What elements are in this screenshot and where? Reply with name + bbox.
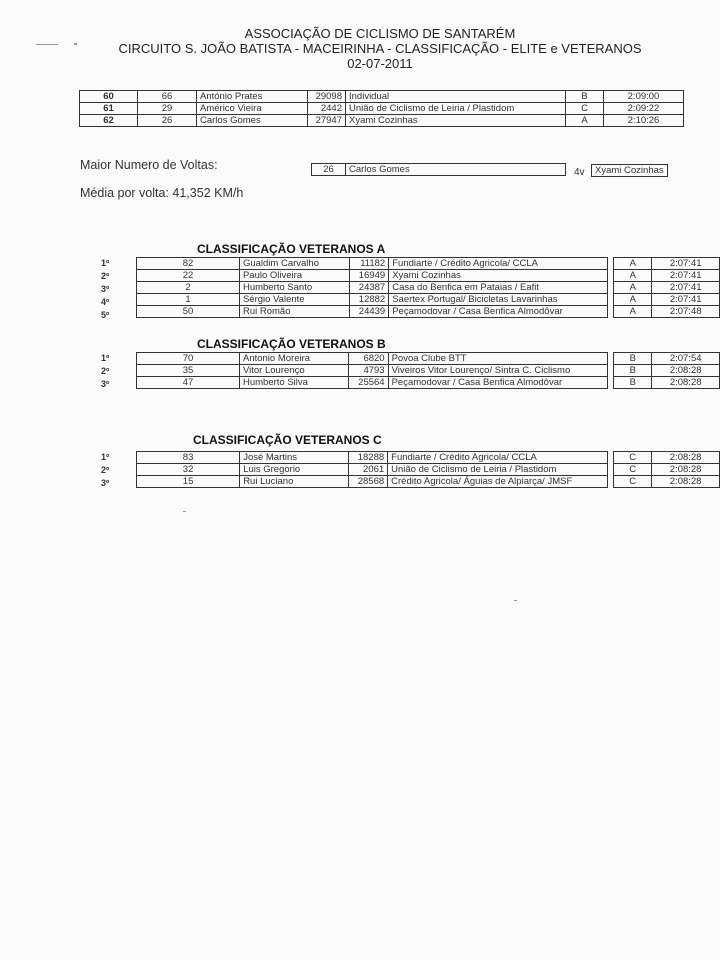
table-row [137,294,720,306]
scan-speck [36,44,58,45]
table-row [137,353,720,365]
dorsal-cell: 22 [137,270,240,282]
license-cell: 24439 [349,306,388,318]
category-cell: C [614,452,652,464]
team-cell: Xyami Cozinhas [389,270,608,282]
position-label: 1º [101,353,110,363]
scan-speck [183,511,186,512]
dorsal-cell: 2 [137,282,240,294]
category-cell: A [614,258,652,270]
max-laps-laps: 4v [574,167,585,178]
team-cell: Fundiarte / Crédito Agricola/ CCLA [389,258,608,270]
vet-b-title: CLASSIFICAÇÃO VETERANOS B [197,337,386,351]
position-label: 4º [101,297,110,307]
position-cell: 61 [80,103,138,115]
license-cell: 25564 [349,377,389,389]
time-cell: 2:10:26 [604,115,684,127]
dorsal-cell: 66 [138,91,197,103]
table-row [80,91,684,103]
vet-c-title: CLASSIFICAÇÃO VETERANOS C [193,433,382,447]
category-cell: B [614,377,652,389]
team-cell: Peçamodovar / Casa Benfica Almodôvar [388,377,607,389]
time-cell: 2:07:54 [652,353,720,365]
name-cell: Américo Vieira [197,103,308,115]
scan-speck [514,600,517,601]
average-speed: Média por volta: 41,352 KM/h [80,186,244,200]
vet-b-table [136,352,720,389]
position-label: 3º [101,379,110,389]
time-cell: 2:08:28 [652,464,720,476]
time-cell: 2:07:48 [652,306,720,318]
scan-speck [74,43,77,45]
team-cell: Individual [346,91,566,103]
position-label: 3º [101,478,110,488]
doc-subtitle: CIRCUITO S. JOÃO BATISTA - MACEIRINHA - CLASSIFICAÇÃO - ELITE e VETERANOS [118,41,642,56]
name-cell: Humberto Silva [239,377,348,389]
position-label: 5º [101,310,110,320]
license-cell: 29098 [308,91,346,103]
license-cell: 6820 [349,353,389,365]
name-cell: Luis Gregorio [240,464,348,476]
category-cell: B [614,365,652,377]
position-label: 2º [101,271,110,281]
vet-a-table [136,257,720,318]
team-cell: Povoa Clube BTT [388,353,607,365]
category-cell: A [614,282,652,294]
time-cell: 2:08:28 [652,476,720,488]
time-cell: 2:08:28 [652,377,720,389]
name-cell: Antonio Moreira [239,353,348,365]
team-cell: Fundiarte / Crédito Agricola/ CCLA [388,452,608,464]
table-row [137,377,720,389]
table-row [137,464,720,476]
table-row [312,164,566,176]
team-cell: Xyami Cozinhas [346,115,566,127]
max-laps-team-table [591,164,668,177]
vet-c-table [136,451,720,488]
category-cell: A [566,115,604,127]
name-cell: Vitor Lourenço [239,365,348,377]
license-cell: 28568 [348,476,388,488]
table-row [80,103,684,115]
dorsal-cell: 29 [138,103,197,115]
position-label: 2º [101,366,110,376]
dorsal-cell: 50 [137,306,240,318]
time-cell: 2:07:41 [652,270,720,282]
time-cell: 2:08:28 [652,452,720,464]
max-laps-label: Maior Numero de Voltas: [80,158,218,172]
table-row [137,258,720,270]
category-cell: B [566,91,604,103]
position-label: 3º [101,284,110,294]
table-row [137,270,720,282]
name-cell: Sérgio Valente [239,294,349,306]
name-cell: Carlos Gomes [197,115,308,127]
elite-results-table [79,90,684,127]
license-cell: 18288 [348,452,388,464]
time-cell: 2:07:41 [652,282,720,294]
position-cell: 62 [80,115,138,127]
team-cell: Saertex Portugal/ Bicicletas Lavarinhas [389,294,608,306]
table-row [137,306,720,318]
dorsal-cell: 15 [137,476,240,488]
doc-date: 02-07-2011 [347,56,413,71]
dorsal-cell: 35 [137,365,240,377]
doc-title: ASSOCIAÇÃO DE CICLISMO DE SANTARÉM [244,26,516,41]
team-cell: União de Ciclismo de Leiria / Plastidom [346,103,566,115]
dorsal-cell: 1 [137,294,240,306]
table-row [80,115,684,127]
license-cell: 24387 [349,282,388,294]
max-laps-table [311,163,566,176]
position-label: 1º [101,452,110,462]
dorsal-cell: 32 [137,464,240,476]
dorsal-cell: 70 [137,353,240,365]
license-cell: 2061 [348,464,388,476]
time-cell: 2:07:41 [652,258,720,270]
license-cell: 16949 [349,270,388,282]
time-cell: 2:09:00 [604,91,684,103]
position-label: 2º [101,465,110,475]
name-cell: Paulo Oliveira [239,270,349,282]
name-cell: António Prates [197,91,308,103]
name-cell: Rui Romão [239,306,349,318]
license-cell: 11182 [349,258,388,270]
category-cell: C [614,464,652,476]
team-cell: Viveiros Vitor Lourenço/ Sintra C. Ciclismo [388,365,607,377]
team-cell: Peçamodovar / Casa Benfica Almodôvar [389,306,608,318]
category-cell: C [566,103,604,115]
time-cell: 2:07:41 [652,294,720,306]
license-cell: 4793 [349,365,389,377]
dorsal-cell: 26 [312,164,346,176]
license-cell: 12882 [349,294,388,306]
dorsal-cell: 26 [138,115,197,127]
table-row [137,282,720,294]
time-cell: 2:09:22 [604,103,684,115]
table-row [137,476,720,488]
category-cell: A [614,294,652,306]
team-cell: Casa do Benfica em Pataias / Eafit [389,282,608,294]
name-cell: Humberto Santo [239,282,349,294]
dorsal-cell: 47 [137,377,240,389]
license-cell: 2442 [308,103,346,115]
dorsal-cell: 83 [137,452,240,464]
name-cell: Carlos Gomes [346,164,566,176]
name-cell: José Martins [240,452,348,464]
time-cell: 2:08:28 [652,365,720,377]
team-cell: União de Ciclismo de Leiria / Plastidom [388,464,608,476]
vet-a-title: CLASSIFICAÇÃO VETERANOS A [197,242,386,256]
team-cell: Xyami Cozinhas [592,165,668,177]
license-cell: 27947 [308,115,346,127]
table-row [592,165,668,177]
category-cell: A [614,270,652,282]
position-cell: 60 [80,91,138,103]
team-cell: Crédito Agricola/ Águias de Alpiarça/ JMSF [388,476,608,488]
category-cell: B [614,353,652,365]
table-row [137,452,720,464]
position-label: 1º [101,258,110,268]
name-cell: Rui Luciano [240,476,348,488]
dorsal-cell: 82 [137,258,240,270]
category-cell: A [614,306,652,318]
name-cell: Gualdim Carvalho [239,258,349,270]
category-cell: C [614,476,652,488]
table-row [137,365,720,377]
